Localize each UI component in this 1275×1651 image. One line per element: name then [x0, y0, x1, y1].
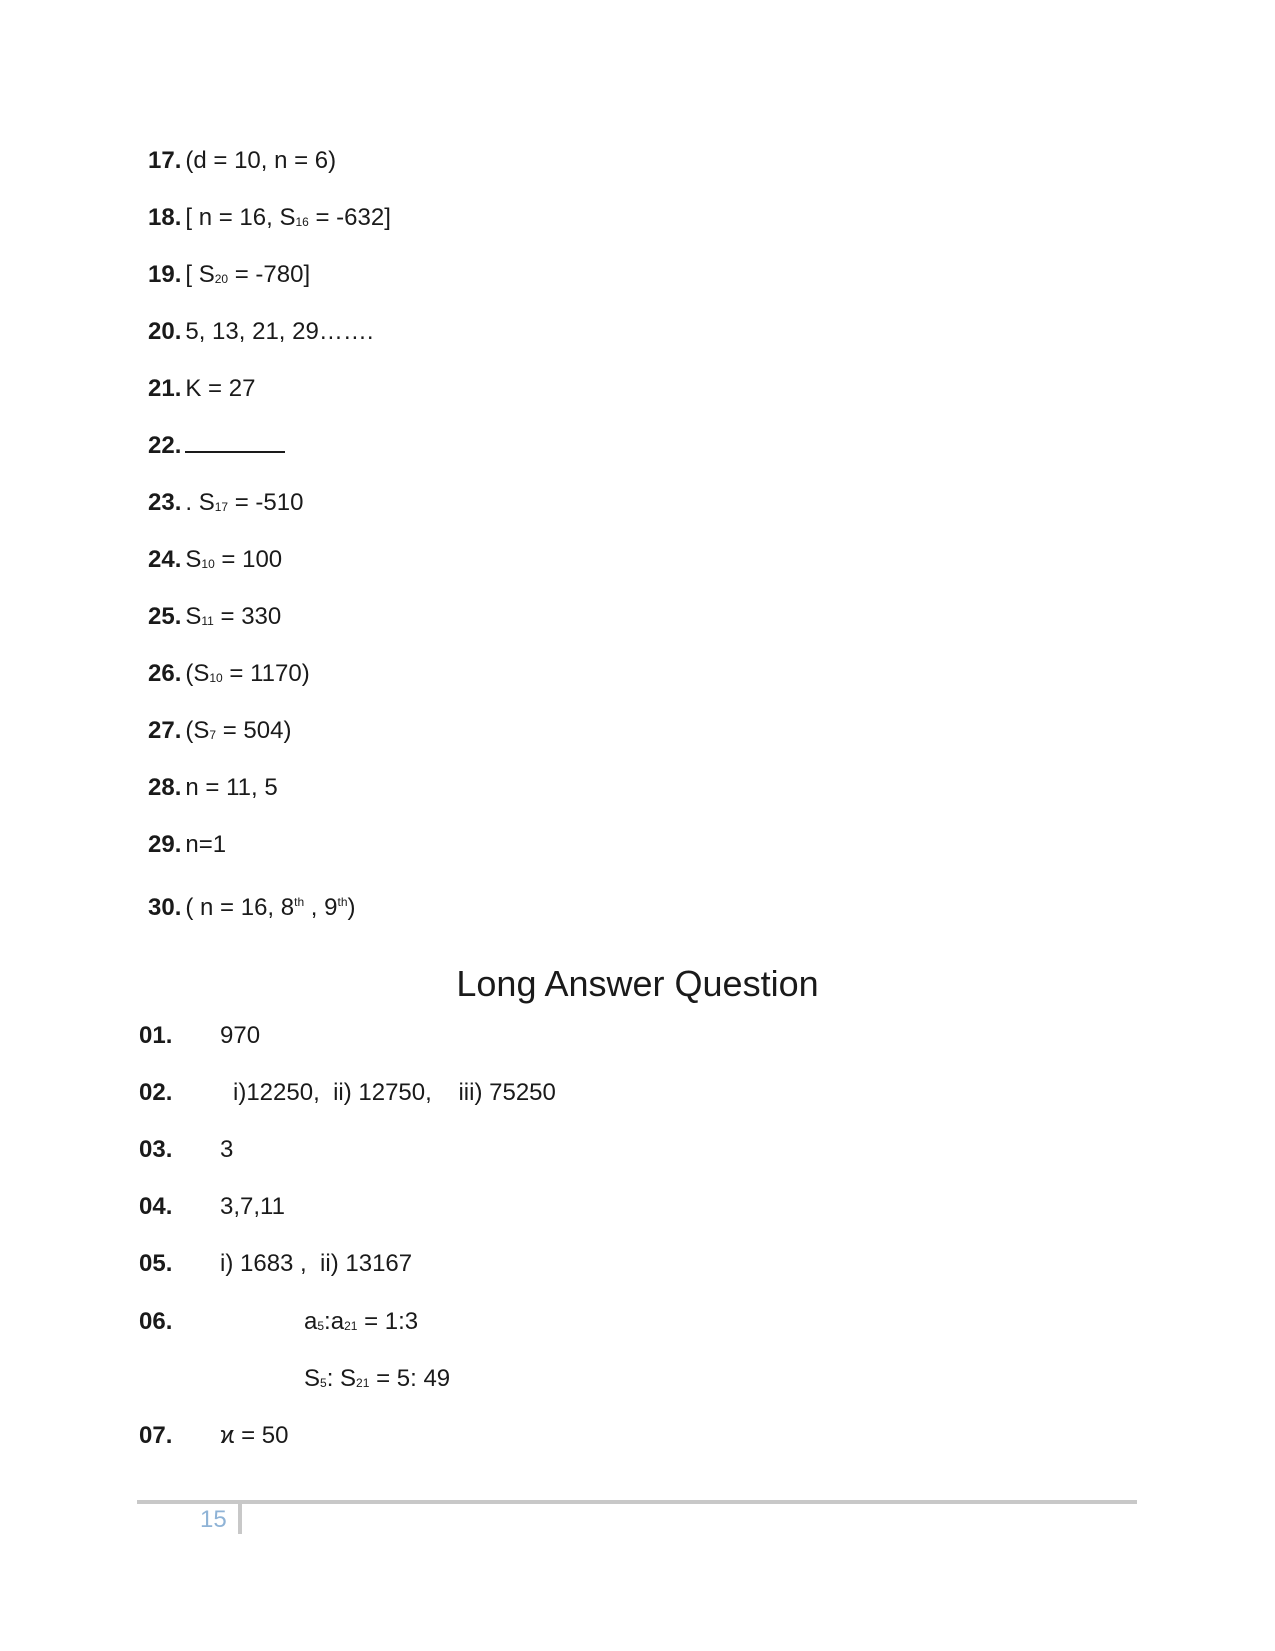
item-number: 03.	[139, 1136, 173, 1163]
item-text: = 100	[214, 546, 283, 573]
item-number: 30.	[148, 894, 182, 921]
item-text: = -780]	[228, 261, 311, 288]
item-text: (d = 10, n = 6)	[185, 147, 337, 174]
item-text: S	[185, 546, 202, 573]
answer-item	[148, 830, 226, 860]
item-text: = 5: 49	[369, 1365, 451, 1392]
item-text: (S	[185, 717, 210, 744]
subscript: 5	[317, 1319, 325, 1333]
item-number: 20.	[148, 318, 182, 345]
item-number: 23.	[148, 489, 182, 516]
ratio-line	[304, 1364, 450, 1398]
item-text: = -632]	[308, 204, 391, 231]
answer-item	[148, 887, 356, 923]
item-text: S	[304, 1365, 321, 1392]
item-number: 18.	[148, 204, 182, 231]
item-text: = 1170)	[222, 660, 310, 687]
subscript: 21	[344, 1319, 358, 1333]
item-number: 29.	[148, 831, 182, 858]
item-text: = 504)	[216, 717, 292, 744]
subscript: 11	[201, 614, 214, 628]
subscript: 17	[214, 500, 229, 514]
item-text: i)12250, ii) 12750, iii) 75250	[233, 1079, 556, 1106]
item-number: 01.	[139, 1022, 173, 1049]
answer-item	[148, 716, 291, 750]
subscript: 10	[209, 671, 223, 685]
item-number: 26.	[148, 660, 182, 687]
item-number: 02.	[139, 1079, 173, 1106]
superscript: th	[294, 895, 305, 909]
item-number: 28.	[148, 774, 182, 801]
item-text: [ S	[185, 261, 215, 288]
item-text: ( n = 16, 8	[185, 894, 295, 921]
item-text: S	[185, 603, 202, 630]
item-text: i) 1683 , ii) 13167	[220, 1250, 413, 1277]
item-number: 22.	[148, 432, 182, 459]
section-heading: Long Answer Question	[456, 963, 819, 1004]
item-text: 5, 13, 21, 29…….	[185, 318, 374, 345]
item-number: 05.	[139, 1250, 173, 1277]
item-number: 24.	[148, 546, 182, 573]
item-number: 06.	[139, 1308, 173, 1335]
subscript: 16	[295, 215, 309, 229]
superscript: th	[337, 895, 348, 909]
subscript: 21	[356, 1376, 370, 1390]
item-number: 07.	[139, 1422, 173, 1449]
item-text: : S	[326, 1365, 357, 1392]
item-text: )	[347, 894, 356, 921]
subscript: 10	[201, 557, 215, 571]
item-text: , 9	[304, 894, 338, 921]
item-text: ϰ = 50	[220, 1422, 289, 1449]
page-number: 15	[200, 1506, 227, 1533]
item-text: 3,7,11	[220, 1193, 285, 1220]
item-number: 25.	[148, 603, 182, 630]
answer-item	[148, 431, 285, 461]
item-text: 970	[220, 1022, 261, 1049]
item-text: a	[304, 1308, 318, 1335]
ratio-line	[304, 1307, 418, 1341]
footer-rule	[137, 1500, 1137, 1504]
blank-answer-line	[185, 450, 285, 453]
answer-item	[148, 146, 336, 176]
subscript: 7	[209, 728, 217, 742]
item-number: 17.	[148, 147, 182, 174]
answer-item	[148, 260, 310, 294]
answer-item	[148, 203, 391, 237]
item-number: 27.	[148, 717, 182, 744]
item-text: = 330	[213, 603, 282, 630]
item-number: 04.	[139, 1193, 173, 1220]
item-number: 21.	[148, 375, 182, 402]
item-text: [ n = 16, S	[185, 204, 296, 231]
item-text: 3	[220, 1136, 234, 1163]
item-text: (S	[185, 660, 210, 687]
item-text: . S	[185, 489, 215, 516]
page-number-divider	[238, 1502, 242, 1534]
answer-item	[148, 602, 281, 636]
item-text: = 1:3	[357, 1308, 419, 1335]
subscript: 20	[214, 272, 229, 286]
answer-item	[148, 488, 303, 522]
item-number: 19.	[148, 261, 182, 288]
subscript: 5	[320, 1376, 327, 1390]
answer-item	[148, 545, 282, 579]
answer-item	[148, 374, 255, 404]
item-text: = -510	[228, 489, 304, 516]
answer-item	[148, 659, 310, 693]
item-text: n=1	[185, 831, 227, 858]
item-text: n = 11, 5	[185, 774, 278, 801]
item-text: K = 27	[185, 375, 256, 402]
answer-item	[148, 773, 278, 803]
item-text: :a	[324, 1308, 345, 1335]
answer-item	[148, 317, 373, 347]
